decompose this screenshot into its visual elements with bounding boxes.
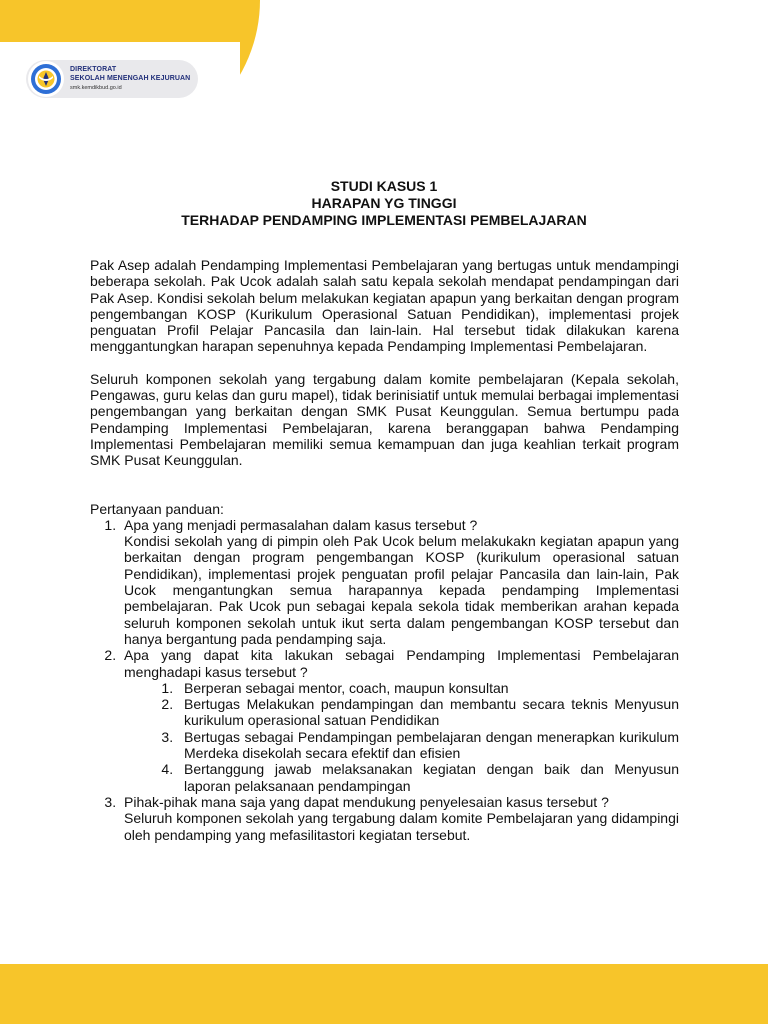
guide-questions-label: Pertanyaan panduan: [90, 500, 224, 517]
question-text: 2. Apa yang dapat kita lakukan sebagai Pendamping Implementasi Pembelajaran menghadapi kasus tersebut ? [124, 647, 679, 680]
question-text: 1. Apa yang menjadi permasalahan dalam kasus tersebut ? [124, 516, 478, 533]
case-paragraph-1: Pak Asep adalah Pendamping Implementasi Pembelajaran yang bertugas untuk mendampingi beberapa sekolah. Pak Ucok adalah salah satu kepala sekolah mendapat pendampingan dari Pak Asep. Kondisi sekolah belum melakukan kegiatan apapun yang berkaitan dengan program pengembangan KOSP (Kurikulum Operasional Satuan Pendidikan), implementasi projek penguatan Profil Pelajar Pancasila dan lain-lain. Hal tersebut tidak dilakukan karena menggantungkan harapan sepenuhnya kepada Pendamping Implementasi Pembelajaran. [90, 257, 679, 355]
question-text: 3. Pihak-pihak mana saja yang dapat mendukung penyelesaian kasus tersebut ? [124, 793, 609, 810]
role-item: 3. Bertugas sebagai Pendampingan pembelajaran dengan menerapkan kurikulum Merdeka disekolah secara efektif dan efisien [177, 729, 679, 762]
title-line-2: HARAPAN YG TINGGI [311, 195, 457, 211]
question-item [120, 647, 679, 794]
case-paragraph-2: Seluruh komponen sekolah yang tergabung dalam komite pembelajaran (Kepala sekolah, Pengawas, guru kelas dan guru mapel), tidak berinisiatif untuk memulai berbagai implementasi pengembangan yang berkaitan dengan SMK Pusat Keunggulan. Semua bertumpu pada Pendamping Implementasi Pembelajaran, karena beranggapan bahwa Pendamping Implementasi Pembelajaran memiliki semua kemampuan dan juga keahlian terkait program SMK Pusat Keunggulan. [90, 370, 679, 469]
tut-wuri-handayani-logo-icon [28, 61, 64, 97]
title-line-1: STUDI KASUS 1 [330, 178, 438, 194]
directorate-badge [26, 60, 198, 98]
document-body [90, 257, 679, 843]
question-item [120, 517, 679, 647]
directorate-name-line2: SEKOLAH MENENGAH KEJURUAN [70, 75, 191, 82]
directorate-url: smk.kemdikbud.go.id [70, 85, 122, 91]
role-item: 4. Bertanggung jawab melaksanakan kegiatan dengan baik dan Menyusun laporan pelaksanaan pendampingan [177, 761, 679, 794]
guide-questions-list [90, 517, 679, 843]
question-item [120, 794, 679, 843]
answer-text: Kondisi sekolah yang di pimpin oleh Pak Ucok belum melakukakn kegiatan apapun yang berkaitan dengan program pengembangan KOSP (kurikulum operasional satuan Pendidikan), implementasi projek penguatan profil pelajar Pancasila dan lain-lain, Pak Ucok mengantungkan semua harapannya kepada pendamping Implementasi pembelajaran. Pak Ucok pun sebagai kepala sekola tidak memberikan arahan kepada seluruh komponen sekolah untuk ikut serta dalam pengembangan KOSP tersebut dan hanya bergantung pada pendamping saja. [124, 533, 679, 647]
directorate-name-line1: DIREKTORAT [70, 66, 117, 73]
role-item: 2. Bertugas Melakukan pendampingan dan membantu secara teknis Menyusun kurikulum operasional satuan Pendidikan [177, 696, 679, 729]
roles-list [124, 680, 679, 794]
document-title [0, 178, 768, 229]
role-item: 1. Berperan sebagai mentor, coach, maupun konsultan [177, 680, 679, 696]
title-line-3: TERHADAP PENDAMPING IMPLEMENTASI PEMBELAJARAN [181, 212, 587, 228]
answer-text: Seluruh komponen sekolah yang tergabung dalam komite Pembelajaran yang didampingi oleh pendamping yang mefasilitastori kegiatan tersebut. [124, 810, 679, 843]
footer-yellow-band [0, 964, 768, 1024]
